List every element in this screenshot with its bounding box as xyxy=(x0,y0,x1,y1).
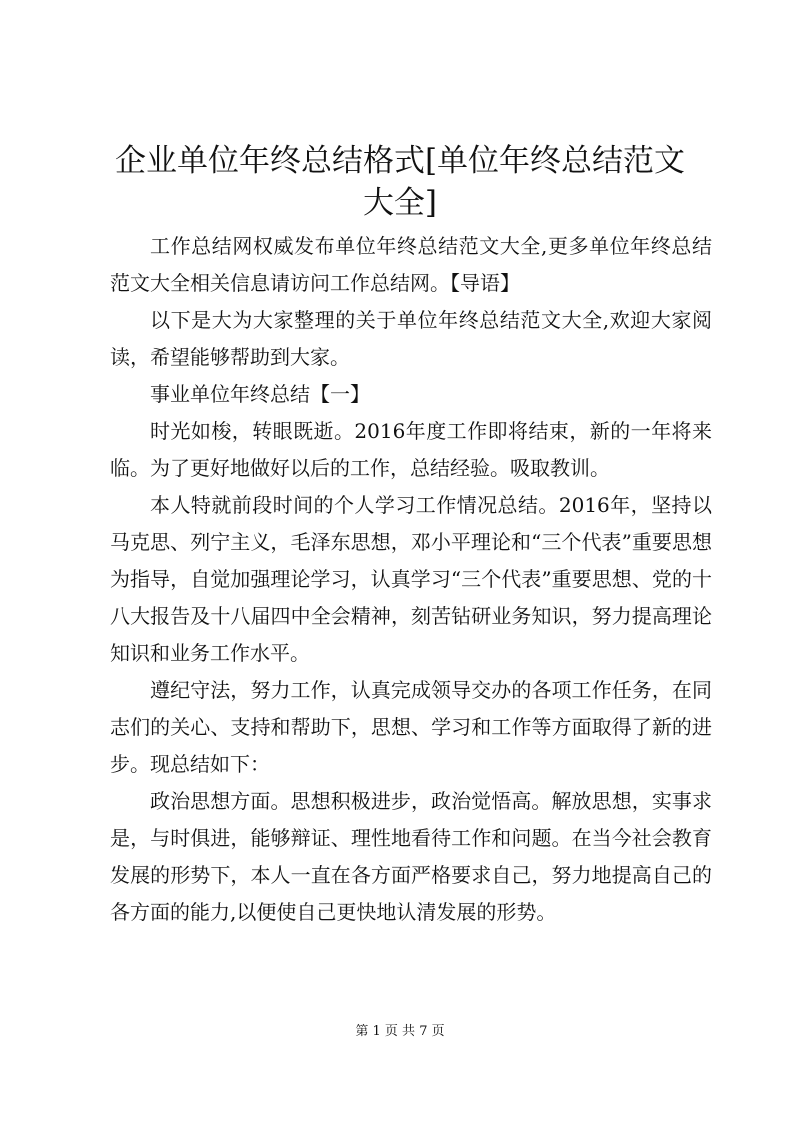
document-body xyxy=(110,228,712,931)
paragraph-political: 政治思想方面。思想积极进步，政治觉悟高。解放思想，实事求是，与时俱进，能够辩证、理性地看待工作和问题。在当今社会教育发展的形势下，本人一直在各方面严格要求自己，努力地提高自己的各方面的能力,以便使自己更快地认清发展的形势。 xyxy=(110,789,712,924)
paragraph-discipline: 遵纪守法，努力工作，认真完成领导交办的各项工作任务，在同志们的关心、支持和帮助下，思想、学习和工作等方面取得了新的进步。现总结如下： xyxy=(110,678,712,776)
paragraph-study: 本人特就前段时间的个人学习工作情况总结。2016年，坚持以马克思、列宁主义，毛泽东思想，邓小平理论和“三个代表”重要思想为指导，自觉加强理论学习，认真学习“三个代表”重要思想、党的十八大报告及十八届四中全会精神，刻苦钻研业务知识，努力提高理论知识和业务工作水平。 xyxy=(110,493,712,665)
paragraph-intro: 工作总结网权威发布单位年终总结范文大全,更多单位年终总结范文大全相关信息请访问工作总结网。【导语】 xyxy=(110,234,712,295)
section-heading: 事业单位年终总结【一】 xyxy=(150,382,370,406)
paragraph-opening: 时光如梭，转眼既逝。2016年度工作即将结束，新的一年将来临。为了更好地做好以后的工作，总结经验。吸取教训。 xyxy=(110,419,712,480)
paragraph-preface: 以下是大为大家整理的关于单位年终总结范文大全,欢迎大家阅读，希望能够帮助到大家。 xyxy=(110,308,712,369)
page-footer: 第 1 页 共 7 页 xyxy=(355,1024,445,1039)
document-title: 企业单位年终总结格式[单位年终总结范文大全] xyxy=(114,143,686,221)
